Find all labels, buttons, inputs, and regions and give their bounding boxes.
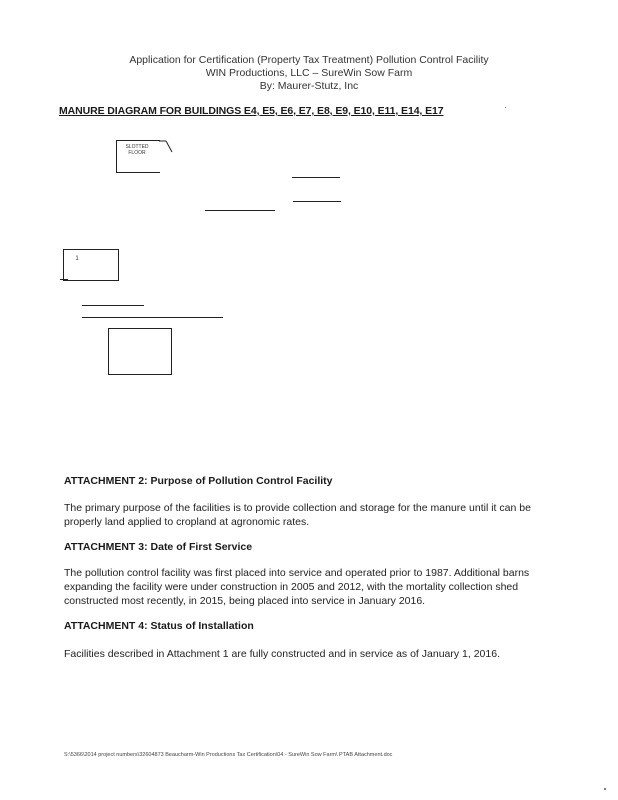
diagram-line xyxy=(82,317,223,318)
attachment4-text: Facilities described in Attachment 1 are fully constructed and in service as of January 1, 2016. xyxy=(64,648,500,660)
diagram-line xyxy=(292,177,340,178)
pit-box xyxy=(63,249,119,281)
scan-speck xyxy=(604,788,606,790)
attachment4-heading: ATTACHMENT 4: Status of Installation xyxy=(64,620,254,632)
scan-speck xyxy=(505,107,506,108)
footer-file-path: S:\5366\2014 project numbers\32604873 Beaucharm-Win Productions Tax Certification\04 - SureWin Sow Farm\ PTAB Attachment.doc xyxy=(64,752,393,758)
diagram-line xyxy=(205,210,275,211)
diagram-line xyxy=(60,279,68,280)
attachment3-heading: ATTACHMENT 3: Date of First Service xyxy=(64,541,253,553)
diagram-title: MANURE DIAGRAM FOR BUILDINGS E4, E5, E6, E7, E8, E9, E10, E11, E14, E17 xyxy=(59,105,444,117)
storage-box xyxy=(108,328,172,375)
attachment2-text: The primary purpose of the facilities is to provide collection and storage for the manure until it can be properly land applied to cropland at agronomic rates. xyxy=(64,502,531,528)
diagram-line xyxy=(293,201,341,202)
header-author-line: By: Maurer-Stutz, Inc xyxy=(259,80,359,92)
slotted-floor-label: SLOTTED xyxy=(125,144,149,150)
header-title-line: Application for Certification (Property Tax Treatment) Pollution Control Facility xyxy=(129,54,489,66)
header-company-line: WIN Productions, LLC – SureWin Sow Farm xyxy=(205,67,413,79)
slotted-floor-sublabel: FLOOR xyxy=(128,150,146,156)
pit-box-label: 1 xyxy=(75,256,79,262)
diagram-line xyxy=(82,305,144,306)
attachment2-heading: ATTACHMENT 2: Purpose of Pollution Control Facility xyxy=(64,475,333,487)
attachment3-text: The pollution control facility was first placed into service and operated prior to 1987. Additional barns expanding the facility were under construction in 2005 and 2012, with the mortality collection shed constructed most recently, in 2015, being placed into service in January 2016. xyxy=(64,567,530,607)
slotted-floor-box xyxy=(116,140,160,173)
diagram-connector-line xyxy=(158,140,178,156)
